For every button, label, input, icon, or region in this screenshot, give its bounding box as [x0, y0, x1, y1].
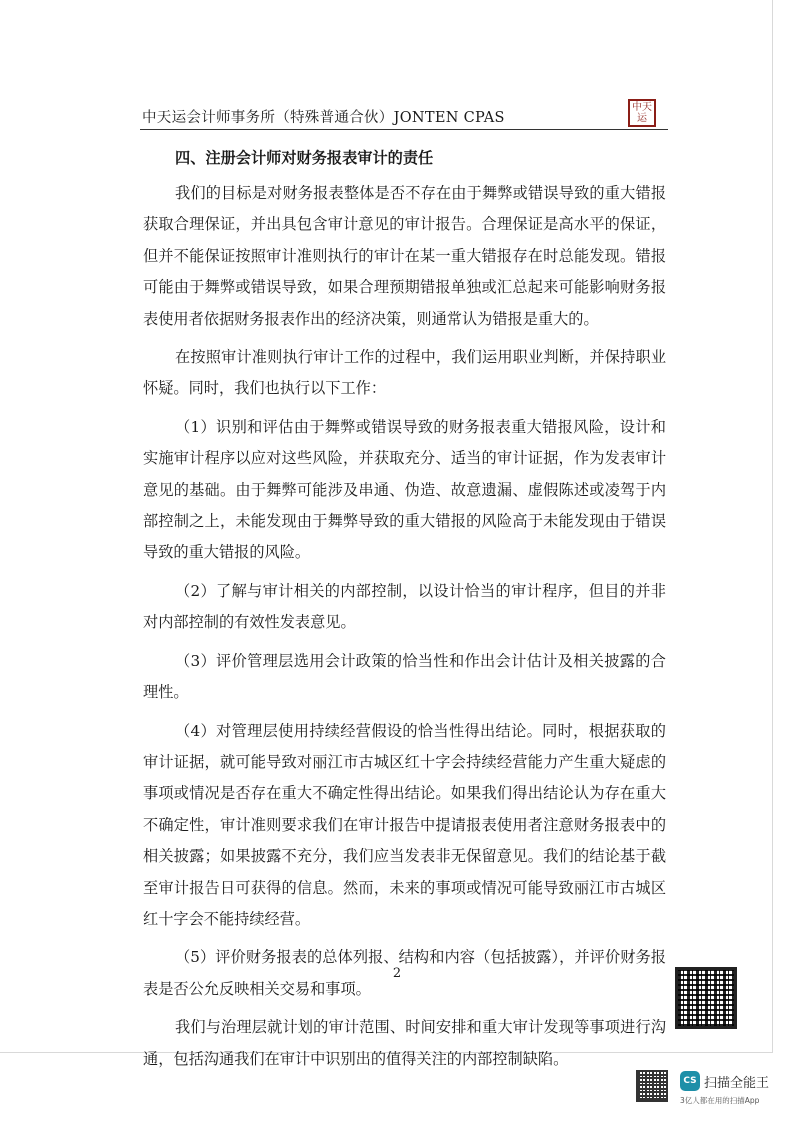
paragraph-item-2: （2）了解与审计相关的内部控制，以设计恰当的审计程序，但目的并非对内部控制的有效性发表意见。: [143, 581, 666, 632]
paragraph-item-4: （4）对管理层使用持续经营假设的恰当性得出结论。同时，根据获取的审计证据，就可能导致对丽江市古城区红十字会持续经营能力产生重大疑虑的事项或情况是否存在重大不确定性得出结论。如果我们得出结论认为存在重大不确定性，审计准则要求我们在审计报告中提请报表使用者注意财务报表中的相关披露；如果披露不充分，我们应当发表非无保留意见。我们的结论基于截至审计报告日可获得的信息。然而，未来的事项或情况可能导致丽江市古城区红十字会不能持续经营。: [143, 721, 666, 928]
qr-code: [675, 967, 737, 1029]
scanner-app-name: 扫描全能王: [704, 1076, 770, 1091]
page-number: 2: [392, 966, 402, 981]
seal-text: 中天运: [632, 102, 652, 124]
paragraph-item-3: （3）评价管理层选用会计政策的恰当性和作出会计估计及相关披露的合理性。: [143, 651, 666, 702]
paragraph-item-5: （5）评价财务报表的总体列报、结构和内容（包括披露），并评价财务报表是否公允反映相关交易和事项。: [143, 948, 666, 998]
report-body: [143, 138, 666, 1082]
paragraph-item-1: （1）识别和评估由于舞弊或错误导致的财务报表重大错报风险，设计和实施审计程序以应对这些风险，并获取充分、适当的审计证据，作为发表审计意见的基础。由于舞弊可能涉及串通、伪造、故意遗漏、虚假陈述或凌驾于内部控制之上，未能发现由于舞弊导致的重大错报的风险高于未能发现由于错误导致的重大错报的风险。: [143, 417, 666, 562]
paragraph-objective: 我们的目标是对财务报表整体是否不存在由于舞弊或错误导致的重大错报获取合理保证，并出具包含审计意见的审计报告。合理保证是高水平的保证，但并不能保证按照审计准则执行的审计在某一重大错报存在时总能发现。错报可能由于舞弊或错误导致，如果合理预期错报单独或汇总起来可能影响财务报表使用者依据财务报表作出的经济决策，则通常认为错报是重大的。: [143, 184, 666, 328]
header-divider: [140, 129, 668, 130]
firm-seal-stamp: [628, 99, 656, 127]
paragraph-professional-judgment: 在按照审计准则执行审计工作的过程中，我们运用职业判断，并保持职业怀疑。同时，我们也执行以下工作：: [143, 348, 666, 398]
paragraph-governance: 我们与治理层就计划的审计范围、时间安排和重大审计发现等事项进行沟通，包括沟通我们在审计中识别出的值得关注的内部控制缺陷。: [143, 1018, 666, 1068]
scanner-qr-code: [636, 1070, 668, 1102]
scanner-tagline: 3亿人都在用的扫描App: [680, 1096, 760, 1105]
camscanner-logo-icon: CS: [680, 1071, 700, 1091]
section-title: 四、注册会计师对财务报表审计的责任: [175, 149, 434, 167]
firm-header: 中天运会计师事务所（特殊普通合伙）JONTEN CPAS: [142, 110, 505, 126]
